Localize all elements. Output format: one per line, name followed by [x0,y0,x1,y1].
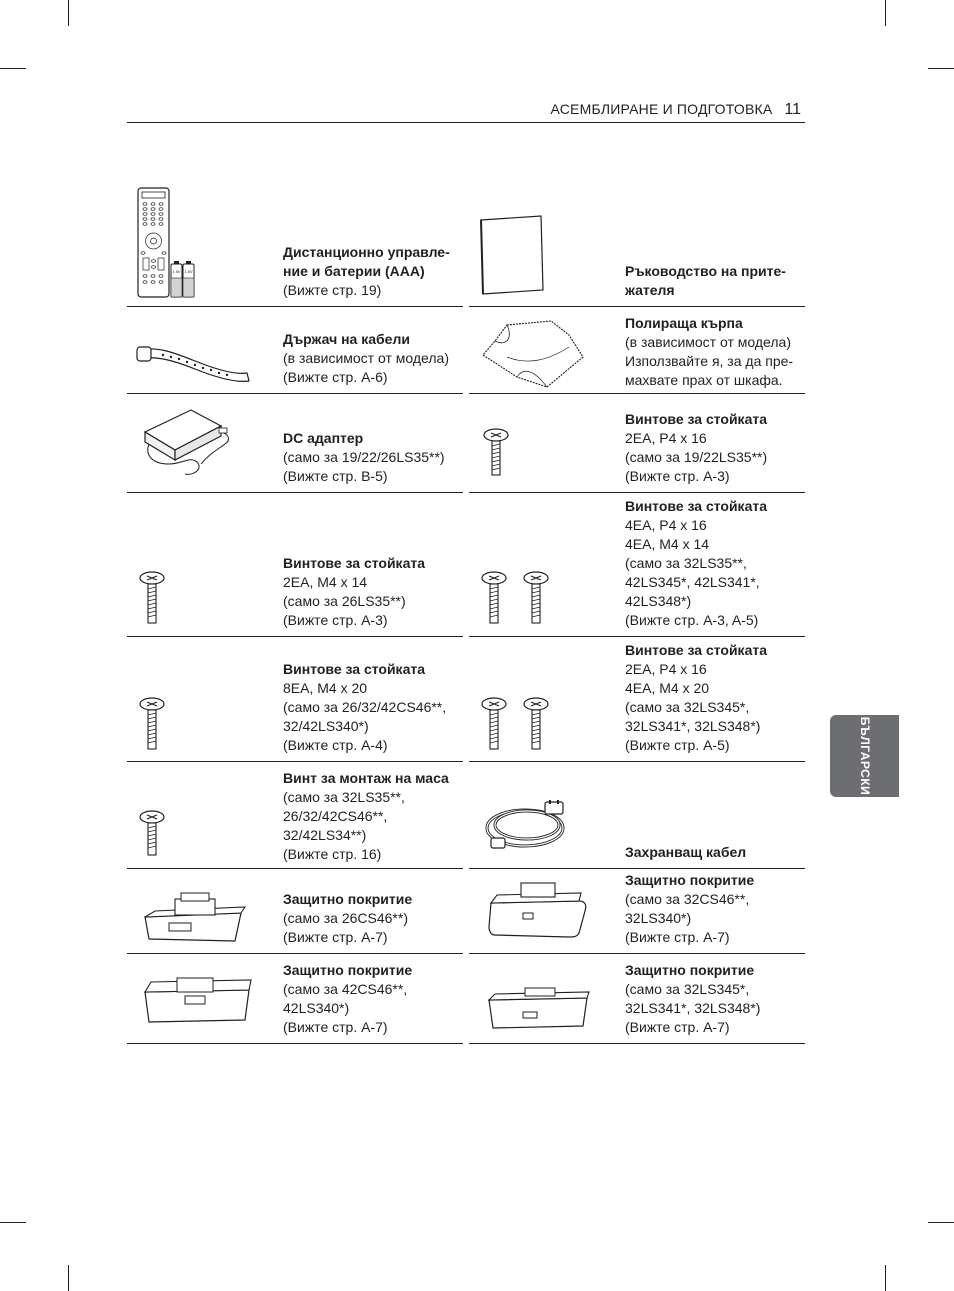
accessory-details: 2EA, M4 x 14 (само за 26LS35**) (Вижте стр. A-3) [283,574,406,628]
screws-illustration [469,394,625,492]
accessory-title: Захранващ кабел [625,844,747,860]
crop-mark [0,1222,26,1223]
accessory-text [283,769,463,864]
manual-illustration [469,180,625,306]
accessory-protection-cover-32cs46 [469,869,805,954]
screws-illustration [127,762,283,868]
accessory-details: (Вижте стр. 19) [283,282,382,298]
crop-mark [928,1222,954,1223]
remote-control-icon [133,186,203,301]
manual-booklet-icon [477,214,547,299]
accessory-text [283,890,463,947]
accessory-title: Винтове за стойката [625,411,767,427]
accessory-title: DC адаптер [283,430,364,446]
accessory-protection-cover-26cs46 [127,869,463,954]
crop-mark [68,1265,69,1291]
protection-cover-illustration [127,954,283,1043]
accessory-details: (само за 19/22/26LS35**) (Вижте стр. B-5) [283,449,445,484]
accessory-dc-adapter [127,394,463,493]
screw-icon [137,697,167,752]
crop-mark [885,0,886,26]
dc-adapter-icon [139,404,239,484]
dc-adapter-illustration [127,394,283,492]
accessory-title: Винт за монтаж на маса [283,770,449,786]
accessory-remote [127,180,463,307]
polishing-cloth-icon [477,317,587,389]
power-cord-icon [481,798,581,858]
cable-holder-illustration [127,307,283,393]
accessory-protection-cover-32ls345 [469,954,805,1044]
screw-icon [521,697,551,752]
accessory-text [625,961,805,1037]
accessory-stand-screws-19-22 [469,394,805,493]
accessory-stand-screws-32-42 [469,493,805,637]
accessory-polishing-cloth [469,307,805,394]
protection-cover-illustration [127,869,283,953]
accessory-text [625,262,805,300]
accessory-title: Защитно покритие [283,891,413,907]
page-number: 11 [784,101,801,118]
screws-illustration [469,637,625,761]
protection-cover-illustration [469,869,625,953]
power-cord-illustration [469,762,625,868]
accessory-title: Защитно покритие [625,872,755,888]
screws-illustration [127,637,283,761]
accessory-text [625,641,805,755]
accessory-desk-mount-screw [127,762,463,869]
accessory-text [625,843,805,862]
accessory-title: Винтове за стойката [625,498,767,514]
accessory-details: (само за 32LS35**, 26/32/42CS46**, 32/42LS34**) (Вижте стр. 16) [283,789,405,862]
screw-icon [481,428,511,478]
screws-illustration [469,493,625,636]
crop-mark [928,68,954,69]
accessory-text [283,961,463,1037]
accessory-text [625,314,805,390]
screw-icon [137,571,167,626]
protection-cover-illustration [469,954,625,1043]
remote-control-illustration [127,180,283,306]
accessory-details: (само за 26CS46**) (Вижте стр. A-7) [283,910,408,945]
accessory-title: Полираща кърпа [625,315,743,331]
accessory-power-cord [469,762,805,869]
language-tab [830,715,899,797]
screw-icon [479,571,509,626]
accessory-title: Винтове за стойката [625,642,767,658]
accessory-title: Защитно покритие [625,962,755,978]
accessory-title: Дистанционно управле- ние и батерии (AAA) [283,244,450,279]
accessory-details: (само за 42CS46**, 42LS340*) (Вижте стр. A-7) [283,981,408,1035]
accessory-details: (в зависимост от модела) (Вижте стр. A-6) [283,350,449,385]
header-rule [127,122,805,123]
polishing-cloth-illustration [469,307,625,393]
battery-voltage-label: 1.5V [184,269,193,274]
battery-icon [171,261,194,297]
accessory-details: 2EA, P4 x 16 (само за 19/22LS35**) (Вижте стр. A-3) [625,430,768,484]
running-head [127,101,805,119]
accessory-protection-cover-42cs46 [127,954,463,1044]
accessory-cable-holder [127,307,463,394]
screw-icon [137,810,167,858]
accessory-stand-screws-32ls345 [469,637,805,762]
protection-cover-icon [139,887,249,943]
screw-icon [521,571,551,626]
accessory-stand-screws-cs46 [127,637,463,762]
crop-mark [0,68,26,69]
screw-icon [479,697,509,752]
accessory-title: Ръководство на прите- жателя [625,263,786,298]
crop-mark [885,1265,886,1291]
accessory-details: 4EA, P4 x 16 4EA, M4 x 14 (само за 32LS35**, 42LS345*, 42LS341*, 42LS348*) (Вижте стр. A-3, A-5) [625,517,760,628]
cable-holder-icon [135,325,255,385]
section-title: АСЕМБЛИРАНЕ И ПОДГОТОВКА [550,101,773,117]
accessory-details: 2EA, P4 x 16 4EA, M4 x 20 (само за 32LS345*, 32LS341*, 32LS348*) (Вижте стр. A-5) [625,661,761,753]
accessory-text [283,429,463,486]
accessory-stand-screws-26 [127,493,463,637]
crop-mark [68,0,69,26]
accessory-text [625,497,805,630]
accessory-details: (само за 32LS345*, 32LS341*, 32LS348*) (Вижте стр. A-7) [625,981,761,1035]
accessory-text [283,660,463,755]
protection-cover-icon [483,984,593,1034]
accessory-details: 8EA, M4 x 20 (само за 26/32/42CS46**, 32/42LS340*) (Вижте стр. A-4) [283,680,447,753]
accessory-title: Защитно покритие [283,962,413,978]
protection-cover-icon [137,972,257,1028]
screws-illustration [127,493,283,636]
accessory-owners-manual [469,180,805,307]
accessory-text [283,554,463,630]
accessory-text [625,410,805,486]
accessory-title: Държач на кабели [283,331,410,347]
accessory-details: (само за 32CS46**, 32LS340*) (Вижте стр. A-7) [625,891,750,945]
language-tab-label: БЪЛГАРСКИ [857,716,872,796]
accessory-details: (в зависимост от модела) Използвайте я, за да пре- махвате прах от шкафа. [625,334,794,388]
protection-cover-icon [481,875,591,939]
accessory-text [283,243,463,300]
accessory-text [625,871,805,947]
accessory-text [283,330,463,387]
battery-voltage-label: 1.5V [172,269,181,274]
accessory-title: Винтове за стойката [283,555,425,571]
accessory-title: Винтове за стойката [283,661,425,677]
